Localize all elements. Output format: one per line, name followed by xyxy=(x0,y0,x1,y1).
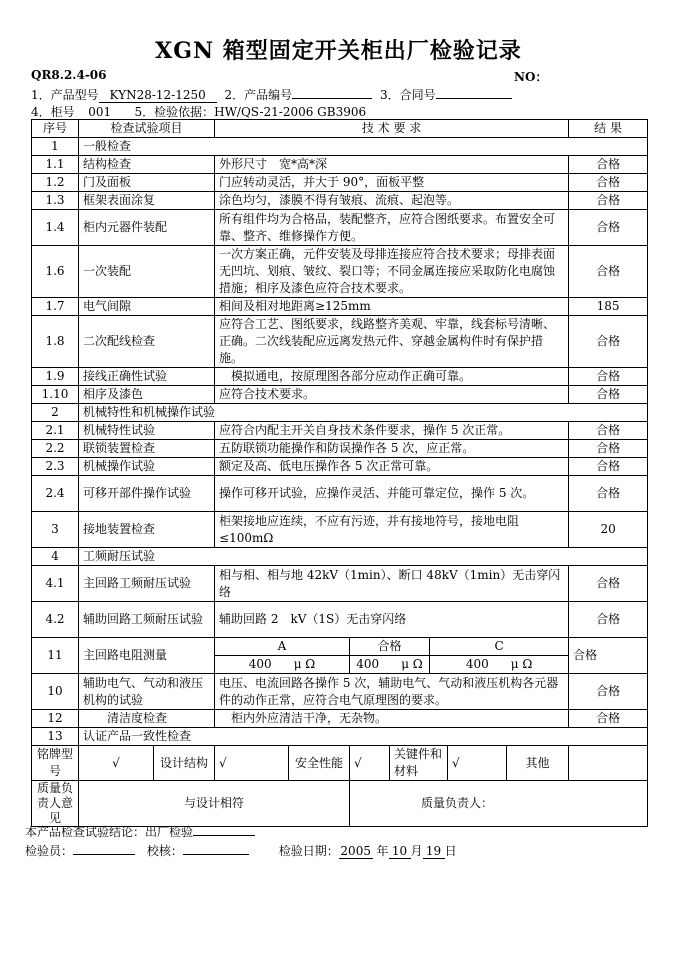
technical-requirement: 相间及相对地距离≥125mm xyxy=(215,298,569,316)
check-result: 合格 xyxy=(569,710,648,728)
check-result: 合格 xyxy=(569,174,648,192)
header-requirement: 技 术 要 求 xyxy=(215,120,569,138)
basis-label: 5．检验依据： xyxy=(134,105,215,119)
technical-requirement: 所有组件均为合格品，装配整齐，应符合图纸要求。布置安全可靠、整齐、维修操作方便。 xyxy=(215,210,569,246)
cabinet-label: 4．柜号 xyxy=(31,105,75,119)
product-model-label: 1．产品型号 xyxy=(31,88,99,102)
row-number: 12 xyxy=(32,710,79,728)
phase-a-label: A xyxy=(215,638,350,656)
inspection-table xyxy=(31,119,648,827)
table-row xyxy=(32,422,648,440)
product-serial-value xyxy=(292,98,372,99)
row-number: 1.4 xyxy=(32,210,79,246)
row-number: 1 xyxy=(32,138,79,156)
row-number: 3 xyxy=(32,512,79,548)
table-row xyxy=(32,476,648,512)
table-row xyxy=(32,440,648,458)
design-structure-label: 设计结构 xyxy=(154,746,215,781)
technical-requirement: 应符合技术要求。 xyxy=(215,386,569,404)
check-item: 接线正确性试验 xyxy=(79,368,215,386)
row-number: 1.7 xyxy=(32,298,79,316)
checker-label: 校核： xyxy=(146,844,183,858)
doc-code: QR8.2.4-06 xyxy=(31,68,107,82)
row-number: 1.6 xyxy=(32,246,79,298)
row-number: 4 xyxy=(32,548,79,566)
quality-opinion-label: 质量负责人意见 xyxy=(32,781,79,827)
cabinet-value: 001 xyxy=(75,106,125,120)
nameplate-model-check: √ xyxy=(79,746,154,781)
nameplate-model-label: 铭牌型号 xyxy=(32,746,79,781)
info-line-1 xyxy=(31,86,512,103)
technical-requirement: 涂色均匀，漆膜不得有皱痕、流痕、起泡等。 xyxy=(215,192,569,210)
resistance-value: 400 xyxy=(356,657,380,671)
day-unit: 日 xyxy=(444,844,457,858)
table-row xyxy=(32,512,648,548)
row-number: 13 xyxy=(32,728,79,746)
quality-row xyxy=(32,781,648,827)
inspector-label: 检验员： xyxy=(25,844,74,858)
safety-performance-check: √ xyxy=(350,746,390,781)
inspection-year: 2005 xyxy=(340,844,371,858)
table-row xyxy=(32,246,648,298)
row-number: 1.8 xyxy=(32,316,79,368)
check-item: 机械操作试验 xyxy=(79,458,215,476)
key-parts-check: √ xyxy=(448,746,507,781)
row-number: 1.10 xyxy=(32,386,79,404)
check-result: 合格 xyxy=(569,674,648,710)
table-row xyxy=(32,210,648,246)
section-title: 工频耐压试验 xyxy=(79,548,648,566)
design-structure-check: √ xyxy=(215,746,289,781)
basis-value: HW/QS-21-2006 GB3906 xyxy=(214,105,367,119)
technical-requirement: 操作可移开试验，应操作灵活、并能可靠定位，操作 5 次。 xyxy=(215,476,569,512)
technical-requirement: 柜架接地应连续，不应有污迹，并有接地符号，接地电阻≤100mΩ xyxy=(215,512,569,548)
check-item: 电气间隙 xyxy=(79,298,215,316)
header-item: 检查试验项目 xyxy=(79,120,215,138)
check-result: 合格 xyxy=(569,316,648,368)
phase-b-label: 合格 xyxy=(350,638,430,656)
table-header-row xyxy=(32,120,648,138)
check-result: 合格 xyxy=(569,192,648,210)
table-row xyxy=(32,728,648,746)
check-result: 合格 xyxy=(569,386,648,404)
technical-requirement: 相与相、相与地 42kV（1min）、断口 48kV（1min）无击穿闪络 xyxy=(215,566,569,602)
consistency-row xyxy=(32,746,648,781)
product-serial-label: 2．产品编号 xyxy=(224,88,293,102)
phase-c-value xyxy=(430,656,569,674)
inspection-day: 19 xyxy=(423,845,445,859)
phase-c-label: C xyxy=(430,638,569,656)
check-item: 主回路电阻测量 xyxy=(79,638,215,674)
check-result: 合格 xyxy=(569,156,648,174)
safety-performance-label: 安全性能 xyxy=(289,746,350,781)
table-row xyxy=(32,192,648,210)
table-row xyxy=(32,548,648,566)
table-row xyxy=(32,458,648,476)
table-row xyxy=(32,710,648,728)
technical-requirement: 模拟通电，按原理图各部分应动作正确可靠。 xyxy=(215,368,569,386)
conclusion-label: 本产品检查试验结论：出厂检验 xyxy=(25,825,194,839)
technical-requirement: 电压、电流回路各操作 5 次，辅助电气、气动和液压机构各元器件的动作正常，应符合电气原理图的要求。 xyxy=(215,674,569,710)
section-title: 认证产品一致性检查 xyxy=(79,728,648,746)
month-unit: 月 xyxy=(410,844,423,858)
key-parts-label: 关键件和材料 xyxy=(390,746,448,781)
phase-b-value xyxy=(350,656,430,674)
resistance-unit: μ Ω xyxy=(293,657,316,671)
technical-requirement: 应符合内配主开关自身技术条件要求，操作 5 次正常。 xyxy=(215,422,569,440)
row-number: 2.3 xyxy=(32,458,79,476)
row-number: 4.1 xyxy=(32,566,79,602)
product-model-value: KYN28-12-1250 xyxy=(99,89,217,103)
row-number: 2.1 xyxy=(32,422,79,440)
row-number: 2 xyxy=(32,404,79,422)
resistance-value: 400 xyxy=(248,657,272,671)
table-row xyxy=(32,602,648,638)
technical-requirement: 一次方案正确，元件安装及母排连接应符合技术要求；母排表面无凹坑、划痕、皱纹、裂口等；不同金属连接应采取防化电腐蚀措施；相序及漆色应符合技术要求。 xyxy=(215,246,569,298)
record-number-label: NO： xyxy=(514,70,548,84)
header-no: 序号 xyxy=(32,120,79,138)
section-title: 机械特性和机械操作试验 xyxy=(79,404,648,422)
check-result: 20 xyxy=(569,512,648,548)
row-number: 2.4 xyxy=(32,476,79,512)
table-row xyxy=(32,316,648,368)
row-number: 1.9 xyxy=(32,368,79,386)
quality-manager-label: 质量负责人： xyxy=(350,781,648,827)
check-result: 合格 xyxy=(569,458,648,476)
check-item: 相序及漆色 xyxy=(79,386,215,404)
other-label: 其他 xyxy=(507,746,569,781)
inspector-value xyxy=(73,854,135,855)
check-item: 二次配线检查 xyxy=(79,316,215,368)
check-item: 框架表面涂复 xyxy=(79,192,215,210)
check-item: 机械特性试验 xyxy=(79,422,215,440)
table-row xyxy=(32,156,648,174)
row-number: 11 xyxy=(32,638,79,674)
conclusion-value xyxy=(193,835,255,836)
page-title: XGN 箱型固定开关柜出厂检验记录 xyxy=(155,38,522,64)
resistance-value: 400 xyxy=(465,657,489,671)
signature-line xyxy=(25,842,457,859)
row-number: 1.2 xyxy=(32,174,79,192)
header-result: 结 果 xyxy=(569,120,648,138)
check-result: 合格 xyxy=(569,246,648,298)
check-result: 合格 xyxy=(569,602,648,638)
table-row xyxy=(32,298,648,316)
check-item: 门及面板 xyxy=(79,174,215,192)
row-number: 4.2 xyxy=(32,602,79,638)
check-item: 主回路工频耐压试验 xyxy=(79,566,215,602)
check-item: 辅助回路工频耐压试验 xyxy=(79,602,215,638)
check-result: 合格 xyxy=(569,566,648,602)
check-item: 联锁装置检查 xyxy=(79,440,215,458)
check-result: 合格 xyxy=(569,422,648,440)
check-item: 接地装置检查 xyxy=(79,512,215,548)
inspection-date-label: 检验日期： xyxy=(278,844,339,858)
technical-requirement: 柜内外应清洁干净，无杂物。 xyxy=(215,710,569,728)
table-row xyxy=(32,138,648,156)
inspection-month: 10 xyxy=(389,845,411,859)
technical-requirement: 五防联锁功能操作和防误操作各 5 次，应正常。 xyxy=(215,440,569,458)
contract-label: 3．合同号 xyxy=(379,88,436,102)
check-item: 辅助电气、气动和液压机构的试验 xyxy=(79,674,215,710)
year-unit: 年 xyxy=(376,844,389,858)
conclusion-line xyxy=(25,823,255,840)
table-row xyxy=(32,674,648,710)
table-row xyxy=(32,404,648,422)
check-result: 合格 xyxy=(569,638,648,674)
resistance-row xyxy=(32,638,648,656)
check-result: 合格 xyxy=(569,368,648,386)
row-number: 2.2 xyxy=(32,440,79,458)
quality-opinion: 与设计相符 xyxy=(79,781,350,827)
technical-requirement: 额定及高、低电压操作各 5 次正常可靠。 xyxy=(215,458,569,476)
technical-requirement: 应符合工艺、图纸要求，线路整齐美观、牢靠，线套标号清晰、正确。二次线装配应远离发热元件、穿越金属构件时有保护措施。 xyxy=(215,316,569,368)
row-number: 1.1 xyxy=(32,156,79,174)
technical-requirement: 门应转动灵活，并大于 90°，面板平整 xyxy=(215,174,569,192)
info-line-2 xyxy=(31,103,366,120)
resistance-unit: μ Ω xyxy=(510,657,533,671)
phase-a-value xyxy=(215,656,350,674)
check-item: 清洁度检查 xyxy=(79,710,215,728)
technical-requirement: 外形尺寸 宽*高*深 xyxy=(215,156,569,174)
row-number: 1.3 xyxy=(32,192,79,210)
table-row xyxy=(32,566,648,602)
section-title: 一般检查 xyxy=(79,138,648,156)
resistance-unit: μ Ω xyxy=(401,657,423,671)
check-item: 结构检查 xyxy=(79,156,215,174)
check-item: 可移开部件操作试验 xyxy=(79,476,215,512)
checker-value xyxy=(183,854,249,855)
check-item: 柜内元器件装配 xyxy=(79,210,215,246)
technical-requirement: 辅助回路 2 kV（1S）无击穿闪络 xyxy=(215,602,569,638)
contract-value xyxy=(436,98,512,99)
table-row xyxy=(32,368,648,386)
check-result: 合格 xyxy=(569,476,648,512)
check-result: 185 xyxy=(569,298,648,316)
check-result: 合格 xyxy=(569,210,648,246)
check-item: 一次装配 xyxy=(79,246,215,298)
table-row xyxy=(32,174,648,192)
other-check xyxy=(569,746,648,781)
row-number: 10 xyxy=(32,674,79,710)
table-row xyxy=(32,386,648,404)
check-result: 合格 xyxy=(569,440,648,458)
